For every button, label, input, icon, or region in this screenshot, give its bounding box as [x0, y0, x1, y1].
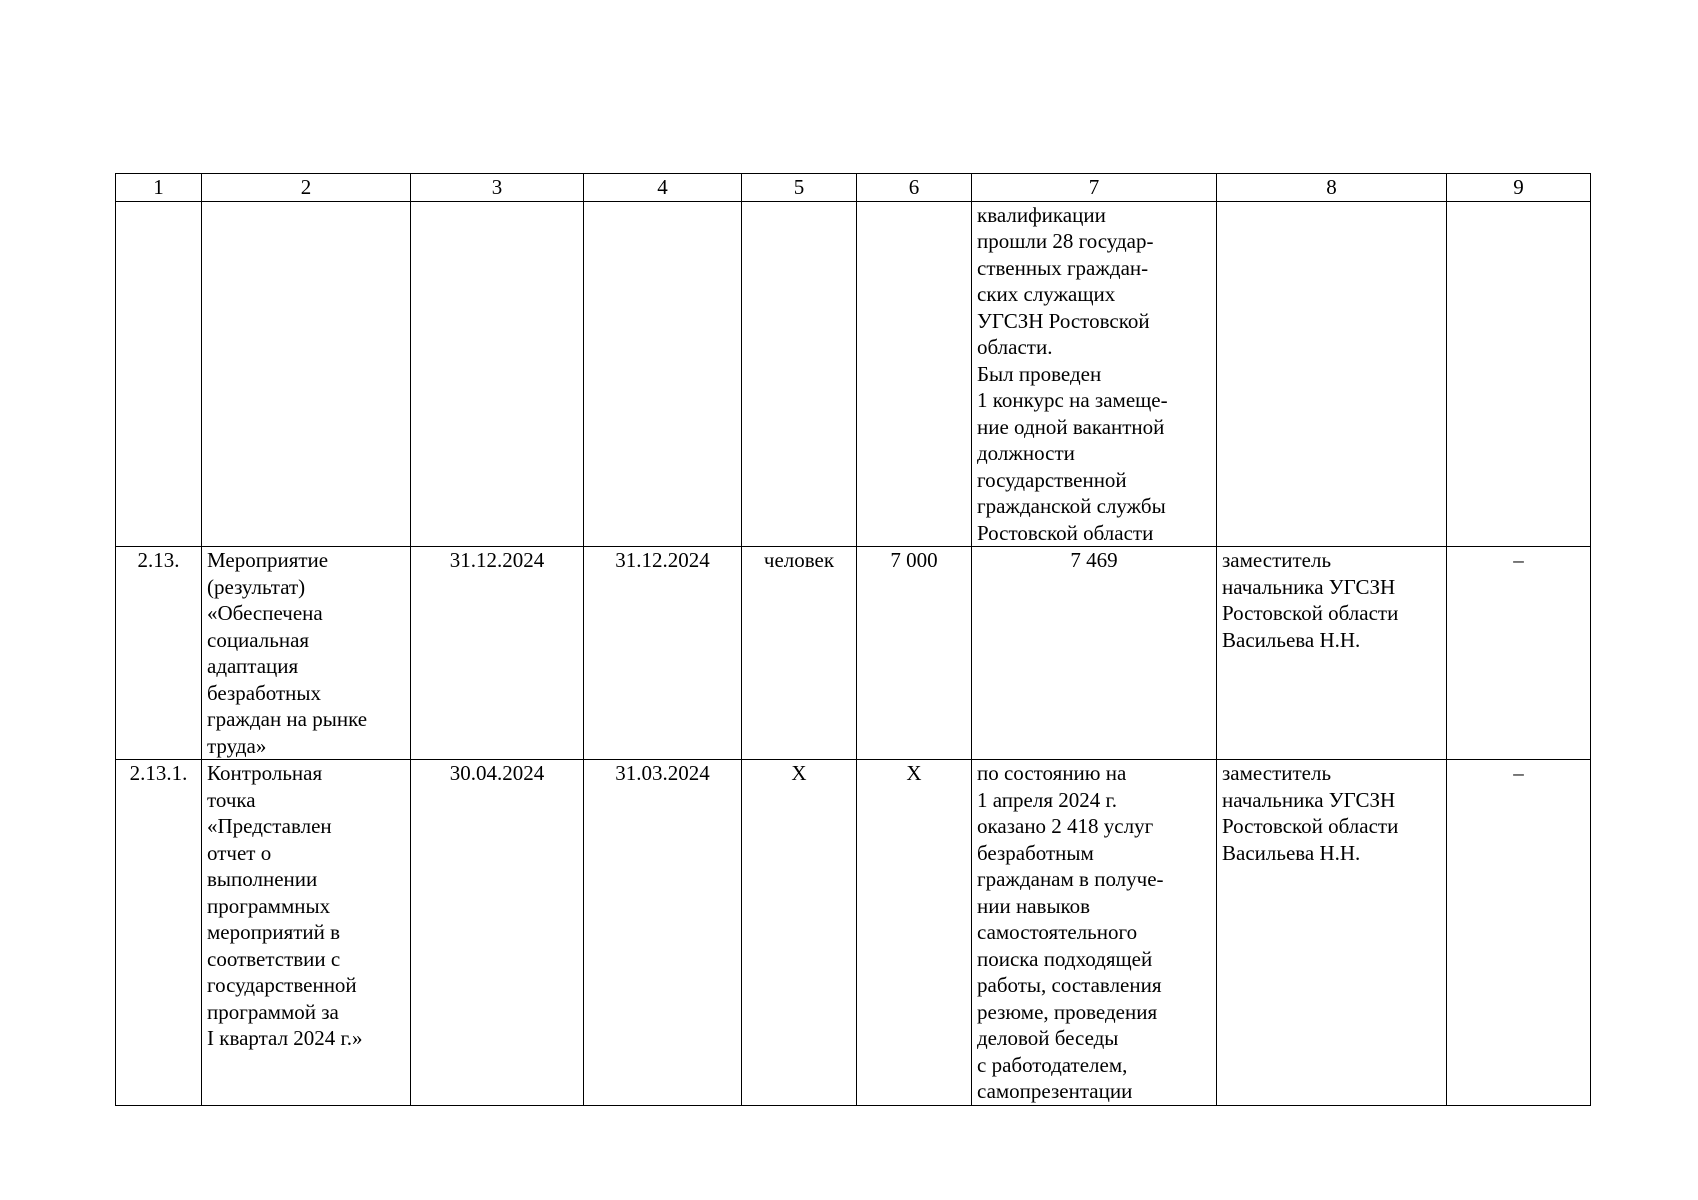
text-line: Васильева Н.Н.: [1222, 627, 1361, 652]
table-row: [116, 760, 1591, 1106]
text-line: заместитель: [1222, 548, 1332, 572]
column-number: 3: [411, 174, 584, 202]
text-line: (результат): [207, 574, 306, 599]
text-line: Ростовской области: [1222, 814, 1399, 838]
text-line: самопрезентации: [977, 1079, 1133, 1103]
text-line: деловой беседы: [977, 1026, 1119, 1050]
column-number: 8: [1217, 174, 1447, 202]
plan-value-cell: Х: [857, 760, 972, 1106]
text-line: самостоятельного: [977, 920, 1138, 944]
event-name-cell: [202, 760, 411, 1106]
text-line: по состоянию на: [977, 761, 1127, 785]
text-line: гражданской службы: [977, 494, 1166, 518]
text-line: оказано 2 418 услуг: [977, 814, 1154, 838]
text-line: 1 апреля 2024 г.: [977, 787, 1117, 812]
text-line: «Представлен: [207, 814, 332, 838]
text-line: Ростовской области: [1222, 601, 1399, 625]
text-line: I квартал 2024 г.»: [207, 1026, 363, 1050]
plan-value-cell: 7 000: [857, 547, 972, 760]
empty-cell: [857, 201, 972, 547]
text-line: выполнении: [207, 867, 318, 891]
column-number: 9: [1447, 174, 1591, 202]
column-number: 1: [116, 174, 202, 202]
plan-date-cell: 31.12.2024: [411, 547, 584, 760]
table-row: [116, 547, 1591, 760]
fact-date-cell: 31.03.2024: [584, 760, 742, 1106]
text-line: Был проведен: [977, 361, 1102, 386]
text-line: поиска подходящей: [977, 946, 1153, 971]
text-line: программных: [207, 893, 331, 918]
column-number-row: [116, 174, 1591, 202]
text-line: точка: [207, 787, 256, 812]
text-line: социальная: [207, 627, 310, 652]
text-line: адаптация: [207, 654, 299, 678]
empty-cell: [202, 201, 411, 547]
empty-cell: [411, 201, 584, 547]
empty-cell: [742, 201, 857, 547]
plan-date-cell: 30.04.2024: [411, 760, 584, 1106]
responsible-cell: [1217, 547, 1447, 760]
text-line: с работодателем,: [977, 1052, 1128, 1077]
fact-date-cell: 31.12.2024: [584, 547, 742, 760]
empty-cell: [1217, 201, 1447, 547]
text-line: начальника УГСЗН: [1222, 574, 1396, 599]
column-number: 5: [742, 174, 857, 202]
text-line: соответствии с: [207, 946, 341, 971]
text-line: гражданам в получе-: [977, 867, 1164, 891]
text-line: ских служащих: [977, 282, 1116, 306]
text-line: Контрольная: [207, 761, 323, 785]
text-line: квалификации: [977, 202, 1106, 227]
text-line: отчет о: [207, 840, 272, 865]
row-number-cell: 2.13.1.: [116, 760, 202, 1106]
fact-description-cell: [972, 201, 1217, 547]
note-cell: –: [1447, 760, 1591, 1106]
event-name-cell: [202, 547, 411, 760]
text-line: безработных: [207, 680, 322, 705]
text-line: Ростовской области: [977, 520, 1154, 545]
text-line: «Обеспечена: [207, 601, 323, 625]
text-line: резюме, проведения: [977, 999, 1158, 1024]
unit-cell: Х: [742, 760, 857, 1106]
empty-cell: [584, 201, 742, 547]
text-line: нии навыков: [977, 893, 1091, 918]
empty-cell: [1447, 201, 1591, 547]
empty-cell: [116, 201, 202, 547]
text-line: ние одной вакантной: [977, 414, 1165, 439]
text-line: труда»: [207, 733, 267, 758]
text-line: мероприятий в: [207, 920, 341, 944]
text-line: работы, составления: [977, 973, 1162, 997]
text-line: Мероприятие: [207, 548, 329, 572]
text-line: начальника УГСЗН: [1222, 787, 1396, 812]
text-line: граждан на рынке: [207, 707, 368, 731]
row-number-cell: 2.13.: [116, 547, 202, 760]
column-number: 6: [857, 174, 972, 202]
unit-cell: человек: [742, 547, 857, 760]
text-line: Васильева Н.Н.: [1222, 840, 1361, 865]
column-number: 4: [584, 174, 742, 202]
text-line: государственной: [207, 973, 357, 997]
text-line: прошли 28 государ-: [977, 229, 1154, 253]
responsible-cell: [1217, 760, 1447, 1106]
text-line: 1 конкурс на замеще-: [977, 388, 1168, 412]
table-row: [116, 201, 1591, 547]
text-line: должности: [977, 441, 1075, 465]
note-cell: –: [1447, 547, 1591, 760]
text-line: безработным: [977, 840, 1094, 865]
column-number: 2: [202, 174, 411, 202]
fact-description-cell: [972, 760, 1217, 1106]
fact-value-cell: 7 469: [972, 547, 1217, 760]
text-line: заместитель: [1222, 761, 1332, 785]
column-number: 7: [972, 174, 1217, 202]
text-line: ственных граждан-: [977, 255, 1149, 280]
text-line: государственной: [977, 467, 1127, 492]
text-line: области.: [977, 335, 1053, 359]
text-line: УГСЗН Ростовской: [977, 308, 1150, 333]
report-table: [115, 173, 1591, 1106]
text-line: программой за: [207, 999, 339, 1024]
